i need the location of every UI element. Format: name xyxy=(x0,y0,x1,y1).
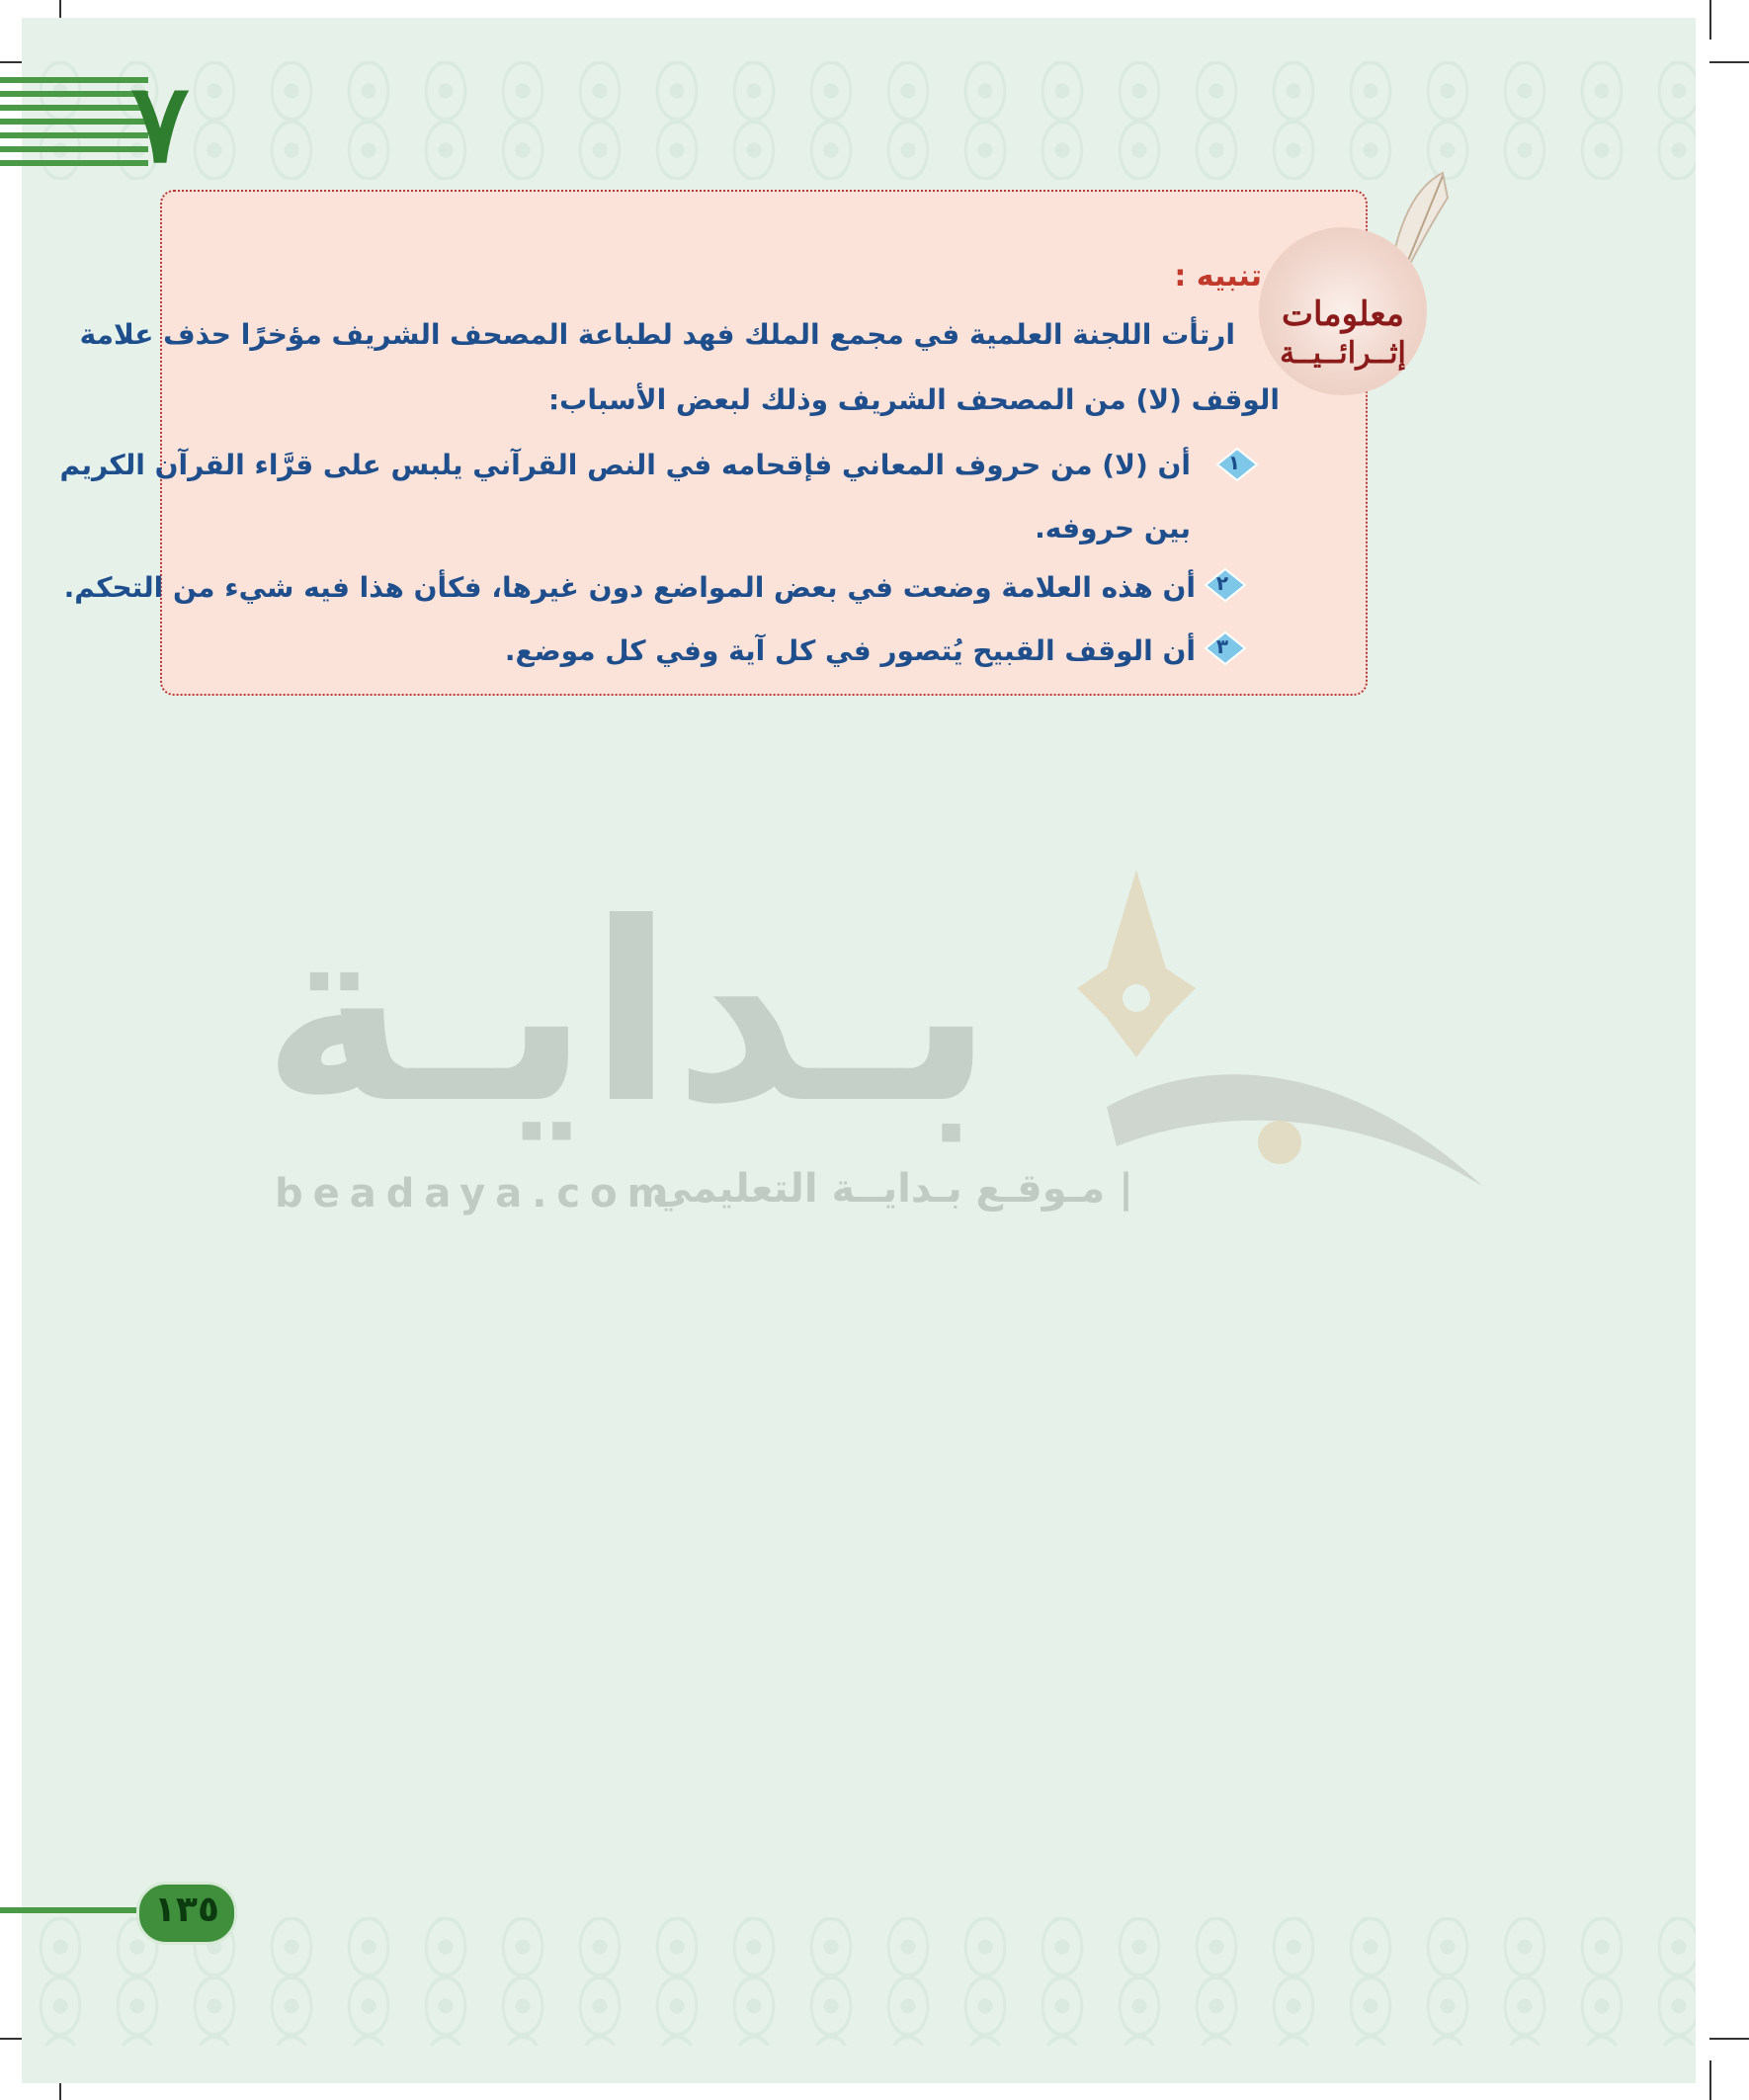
badge-line2: إثــرائــيــة xyxy=(1280,336,1406,371)
ornament-band-top xyxy=(22,59,1696,187)
page-number-badge xyxy=(0,1864,277,1953)
list-item-2: أن هذه العلامة وضعت في بعض المواضع دون غيرها، فكأن هذا فيه شيء من التحكم. xyxy=(63,571,1196,604)
intro-line-2: الوقف (لا) من المصحف الشريف وذلك لبعض الأسباب: xyxy=(547,383,1280,416)
list-item-3: أن الوقف القبيح يُتصور في كل آية وفي كل موضع. xyxy=(504,634,1196,667)
crop-mark xyxy=(1709,0,1711,40)
intro-line-1: ارتأت اللجنة العلمية في مجمع الملك فهد لطباعة المصحف الشريف مؤخرًا حذف علامة xyxy=(79,318,1235,351)
watermark-subtitle-text: مـوقـع بـدايــة التعليمي xyxy=(652,1166,1106,1212)
list-item-1-line-2: بين حروفه. xyxy=(1035,512,1191,545)
crop-mark xyxy=(1709,2038,1749,2040)
crop-mark xyxy=(1709,61,1749,63)
watermark-url: beadaya.com xyxy=(275,1171,679,1217)
number-marker-2: ٢ xyxy=(1204,567,1247,603)
page-number: ١٣٥ xyxy=(154,1890,219,1930)
chapter-number: ٧ xyxy=(130,59,190,187)
number-marker-3: ٣ xyxy=(1204,630,1247,666)
badge-line1: معلومات xyxy=(1281,294,1404,334)
crop-mark xyxy=(1709,2060,1711,2100)
enrichment-badge xyxy=(1249,217,1437,395)
number-marker-1: ١ xyxy=(1215,447,1259,482)
watermark-word: بـدايـة xyxy=(262,870,994,1157)
watermark-subtitle xyxy=(652,1166,1133,1212)
watermark-separator: | xyxy=(1119,1166,1133,1212)
note-title: تنبيه : xyxy=(1174,259,1262,294)
list-item-1-line-1: أن (لا) من حروف المعاني فإقحامه في النص القرآني يلبس على قرَّاء القرآن الكريم xyxy=(59,449,1191,481)
